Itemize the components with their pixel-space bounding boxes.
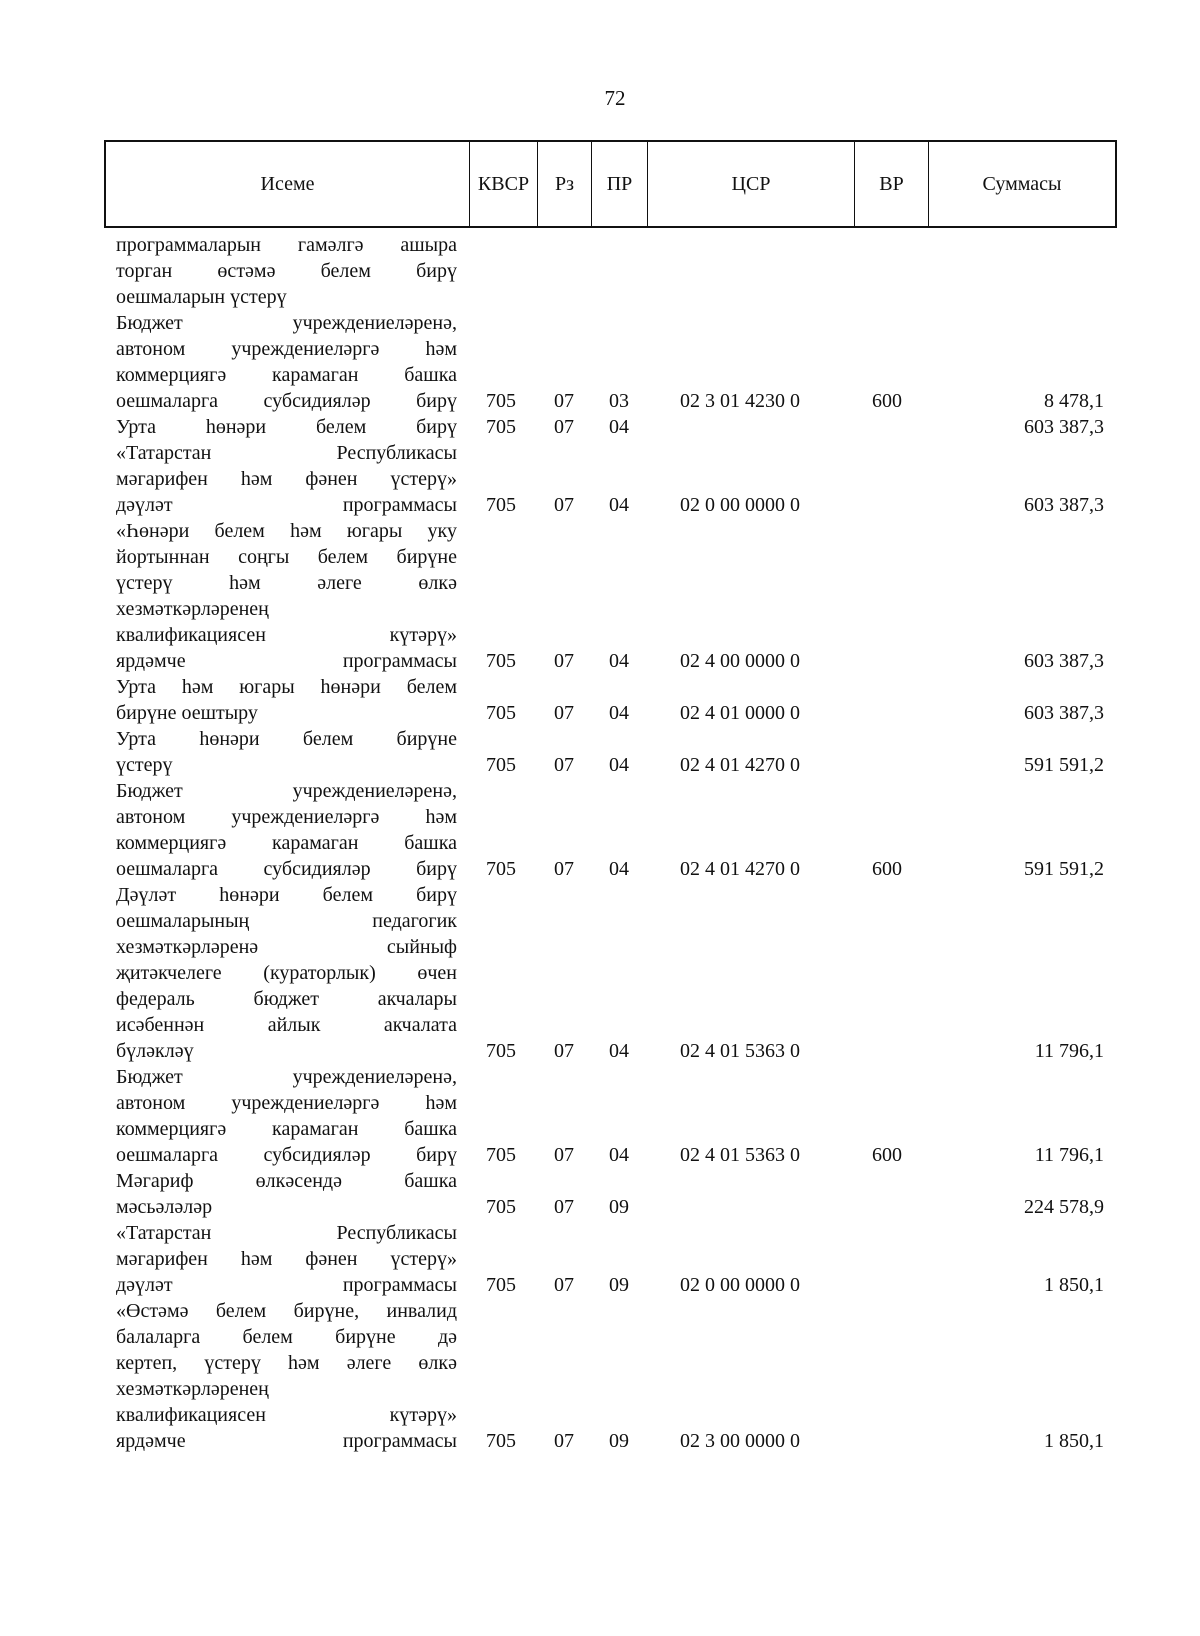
row-csr: 02 3 01 4230 0 — [680, 390, 800, 412]
row-rz: 07 — [554, 416, 574, 438]
row-kvsr: 705 — [486, 1196, 516, 1218]
row-name — [116, 1168, 457, 1220]
row-name-line: оешмаларын үстерү — [116, 286, 287, 308]
row-name-line: Дәүләт һөнәри белем бирү — [116, 884, 457, 906]
row-name-line: программаларын гамәлгә ашыра — [116, 234, 457, 256]
row-name — [116, 310, 457, 414]
row-name-line: мәгарифен һәм фәнен үстерү» — [116, 1248, 457, 1270]
row-name-line: «Татарстан Республикасы — [116, 442, 457, 464]
row-sum: 224 578,9 — [1024, 1196, 1104, 1218]
row-name-line: «Татарстан Республикасы — [116, 1222, 457, 1244]
row-name-line: автоном учреждениеләргә һәм — [116, 806, 457, 828]
row-name-line: федераль бюджет акчалары — [116, 988, 457, 1010]
row-pr: 04 — [609, 1144, 629, 1166]
row-name — [116, 1220, 457, 1298]
row-name — [116, 1298, 457, 1454]
row-name-line: коммерциягә карамаган башка — [116, 364, 457, 386]
row-sum: 603 387,3 — [1024, 494, 1104, 516]
row-name — [116, 232, 457, 310]
row-sum: 11 796,1 — [1034, 1144, 1104, 1166]
row-rz: 07 — [554, 650, 574, 672]
row-name — [116, 518, 457, 674]
row-rz: 07 — [554, 1430, 574, 1452]
row-rz: 07 — [554, 1040, 574, 1062]
header-sum: Суммасы — [982, 172, 1062, 195]
row-rz: 07 — [554, 702, 574, 724]
row-name-line: дәүләт программасы — [116, 1274, 457, 1296]
row-kvsr: 705 — [486, 702, 516, 724]
row-name-line: кертеп, үстерү һәм әлеге өлкә — [116, 1352, 457, 1374]
row-kvsr: 705 — [486, 650, 516, 672]
row-name-line: Урта һөнәри белем бирүне — [116, 728, 457, 750]
row-name-line: исәбеннән айлык акчалата — [116, 1014, 457, 1036]
row-name-line: коммерциягә карамаган башка — [116, 1118, 457, 1140]
table-row — [0, 1168, 1200, 1220]
row-name-line: Бюджет учреждениеләренә, — [116, 780, 457, 802]
row-sum: 591 591,2 — [1024, 754, 1104, 776]
table-row — [0, 674, 1200, 726]
row-name-line: квалификациясен күтәрү» — [116, 624, 457, 646]
row-pr: 09 — [609, 1274, 629, 1296]
row-name-line: йортыннан соңгы белем бирүне — [116, 546, 457, 568]
row-name-line: «Өстәмә белем бирүне, инвалид — [116, 1300, 457, 1322]
row-sum: 603 387,3 — [1024, 650, 1104, 672]
row-pr: 04 — [609, 494, 629, 516]
row-pr: 04 — [609, 754, 629, 776]
row-name — [116, 726, 457, 778]
row-name-line: «Һөнәри белем һәм югары уку — [116, 520, 457, 542]
row-csr: 02 4 00 0000 0 — [680, 650, 800, 672]
table-header — [104, 140, 1117, 228]
row-vr: 600 — [872, 390, 902, 412]
table-row — [0, 1220, 1200, 1298]
row-pr: 04 — [609, 1040, 629, 1062]
row-name-line: Бюджет учреждениеләренә, — [116, 312, 457, 334]
row-name-line: җитәкчелеге (кураторлык) өчен — [116, 962, 457, 984]
header-kvsr: КВСР — [470, 142, 538, 226]
row-kvsr: 705 — [486, 1274, 516, 1296]
row-kvsr: 705 — [486, 416, 516, 438]
row-pr: 09 — [609, 1196, 629, 1218]
row-name — [116, 440, 457, 518]
row-kvsr: 705 — [486, 1430, 516, 1452]
row-csr: 02 0 00 0000 0 — [680, 1274, 800, 1296]
table-row — [0, 414, 1200, 440]
row-name-line: мәгарифен һәм фәнен үстерү» — [116, 468, 457, 490]
header-vr: ВР — [855, 142, 929, 226]
row-name-line: автоном учреждениеләргә һәм — [116, 1092, 457, 1114]
row-vr: 600 — [872, 858, 902, 880]
row-csr: 02 4 01 4270 0 — [680, 754, 800, 776]
header-name: Исеме — [106, 142, 470, 226]
row-pr: 09 — [609, 1430, 629, 1452]
row-name-line: балаларга белем бирүне дә — [116, 1326, 457, 1348]
row-csr: 02 4 01 4270 0 — [680, 858, 800, 880]
row-name-line: хезмәткәрләренә сыйныф — [116, 936, 457, 958]
row-name-line: автоном учреждениеләргә һәм — [116, 338, 457, 360]
row-name-line: Мәгариф өлкәсендә башка — [116, 1170, 457, 1192]
row-pr: 03 — [609, 390, 629, 412]
row-kvsr: 705 — [486, 1040, 516, 1062]
row-name-line: оешмаларының педагогик — [116, 910, 457, 932]
row-vr: 600 — [872, 1144, 902, 1166]
table-row — [0, 1064, 1200, 1168]
table-row — [0, 726, 1200, 778]
row-name — [116, 1064, 457, 1168]
row-name — [116, 882, 457, 1064]
row-name-line: ярдәмче программасы — [116, 650, 457, 672]
row-rz: 07 — [554, 390, 574, 412]
page-number: 72 — [604, 86, 626, 110]
row-pr: 04 — [609, 650, 629, 672]
row-name-line: дәүләт программасы — [116, 494, 457, 516]
row-name — [116, 414, 457, 440]
row-name — [116, 778, 457, 882]
row-name-line: ярдәмче программасы — [116, 1430, 457, 1452]
row-csr: 02 3 00 0000 0 — [680, 1430, 800, 1452]
header-csr: ЦСР — [648, 142, 855, 226]
row-sum: 1 850,1 — [1044, 1274, 1104, 1296]
table-row — [0, 882, 1200, 1064]
table-row — [0, 778, 1200, 882]
row-pr: 04 — [609, 416, 629, 438]
row-name-line: үстерү һәм әлеге өлкә — [116, 572, 457, 594]
row-rz: 07 — [554, 1274, 574, 1296]
table-row — [0, 310, 1200, 414]
row-kvsr: 705 — [486, 1144, 516, 1166]
row-rz: 07 — [554, 754, 574, 776]
row-kvsr: 705 — [486, 494, 516, 516]
row-name-line: оешмаларга субсидияләр бирү — [116, 858, 457, 880]
row-name-line: Бюджет учреждениеләренә, — [116, 1066, 457, 1088]
row-sum: 1 850,1 — [1044, 1430, 1104, 1452]
row-name-line: торган өстәмә белем бирү — [116, 260, 457, 282]
row-csr: 02 0 00 0000 0 — [680, 494, 800, 516]
row-name-line: оешмаларга субсидияләр бирү — [116, 390, 457, 412]
row-name-line: Урта һөнәри белем бирү — [116, 416, 457, 438]
table-row — [0, 1298, 1200, 1454]
row-csr: 02 4 01 0000 0 — [680, 702, 800, 724]
row-name-line: хезмәткәрләренең — [116, 1378, 269, 1400]
row-kvsr: 705 — [486, 754, 516, 776]
row-sum: 8 478,1 — [1044, 390, 1104, 412]
row-kvsr: 705 — [486, 858, 516, 880]
row-pr: 04 — [609, 858, 629, 880]
row-rz: 07 — [554, 858, 574, 880]
row-rz: 07 — [554, 1144, 574, 1166]
row-name-line: мәсьәләләр — [116, 1196, 213, 1218]
row-name-line: оешмаларга субсидияләр бирү — [116, 1144, 457, 1166]
header-pr: ПР — [592, 142, 648, 226]
row-name-line: коммерциягә карамаган башка — [116, 832, 457, 854]
row-pr: 04 — [609, 702, 629, 724]
row-name-line: Урта һәм югары һөнәри белем — [116, 676, 457, 698]
row-sum: 603 387,3 — [1024, 702, 1104, 724]
row-kvsr: 705 — [486, 390, 516, 412]
row-rz: 07 — [554, 494, 574, 516]
row-csr: 02 4 01 5363 0 — [680, 1144, 800, 1166]
header-rz: Рз — [538, 142, 592, 226]
row-sum: 603 387,3 — [1024, 416, 1104, 438]
row-name-line: хезмәткәрләренең — [116, 598, 269, 620]
table-row — [0, 518, 1200, 674]
table-body — [0, 232, 1200, 1454]
row-name — [116, 674, 457, 726]
table-row — [0, 232, 1200, 310]
row-rz: 07 — [554, 1196, 574, 1218]
row-name-line: бүләкләү — [116, 1040, 194, 1062]
row-name-line: квалификациясен күтәрү» — [116, 1404, 457, 1426]
row-csr: 02 4 01 5363 0 — [680, 1040, 800, 1062]
table-row — [0, 440, 1200, 518]
row-sum: 591 591,2 — [1024, 858, 1104, 880]
row-name-line: үстерү — [116, 754, 173, 776]
row-sum: 11 796,1 — [1034, 1040, 1104, 1062]
row-name-line: бирүне оештыру — [116, 702, 258, 724]
